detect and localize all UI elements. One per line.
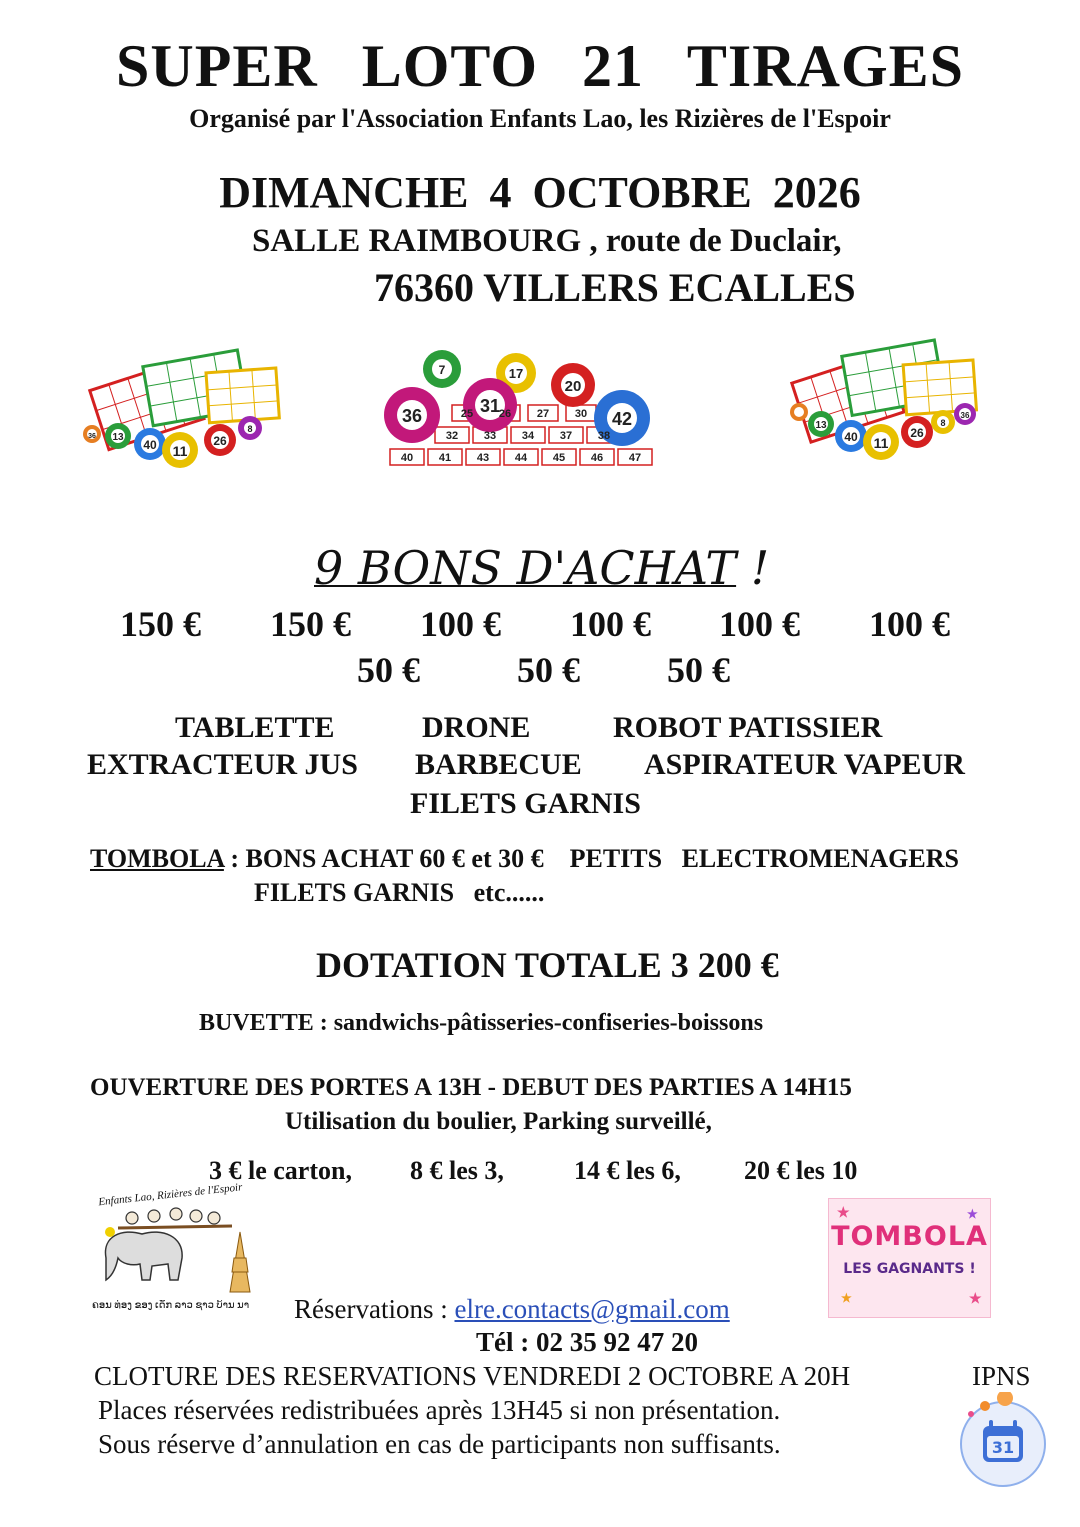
- venue-city: 76360 VILLERS ECALLES: [374, 265, 856, 310]
- tombola-prizes: : BONS ACHAT 60 € et 30 € PETITS ELECTROMENAGERS: [223, 844, 959, 873]
- prize-amount: 100 €: [719, 604, 800, 644]
- grid-number: 41: [438, 452, 452, 464]
- badge-subtitle: LES GAGNANTS !: [843, 1261, 976, 1277]
- ball-number: 13: [815, 420, 827, 431]
- bons-heading-text: 9 BONS D'ACHAT: [314, 541, 737, 595]
- ball-number: 20: [564, 378, 582, 395]
- ball-number: 7: [438, 363, 446, 377]
- prize-amount: 100 €: [570, 604, 651, 644]
- reservation-deadline: CLOTURE DES RESERVATIONS VENDREDI 2 OCTOBRE A 20H: [94, 1361, 851, 1391]
- gift-item: ROBOT PATISSIER: [613, 711, 883, 744]
- price-item: 20 € les 10: [744, 1156, 858, 1185]
- grid-number: 32: [445, 430, 459, 442]
- grid-number: 40: [400, 452, 414, 464]
- poster-title: SUPER LOTO 21 TIRAGES: [116, 33, 964, 99]
- ball-number: 36: [960, 411, 970, 420]
- star-icon: ★: [967, 1207, 978, 1221]
- price-item: 14 € les 6,: [574, 1156, 681, 1185]
- gift-item: TABLETTE: [175, 711, 335, 744]
- grid-number: 30: [574, 408, 588, 420]
- gift-item: ASPIRATEUR VAPEUR: [644, 748, 965, 781]
- grid-number: 47: [628, 452, 642, 464]
- ball-number: 11: [172, 443, 188, 459]
- badge-title: TOMBOLA: [831, 1221, 988, 1252]
- seat-release-note: Places réservées redistribuées après 13H45 si non présentation.: [98, 1395, 781, 1425]
- star-icon: ★: [841, 1291, 852, 1305]
- prize-amount: 50 €: [357, 650, 420, 690]
- buvette-info: BUVETTE : sandwichs-pâtisseries-confiseries-boissons: [199, 1010, 764, 1036]
- ball-number: 36: [401, 406, 423, 426]
- gift-item: EXTRACTEUR JUS: [87, 748, 358, 781]
- grid-number: 44: [514, 452, 528, 464]
- tombola-label: TOMBOLA: [90, 844, 224, 873]
- grid-number: 37: [559, 430, 573, 442]
- tombola-prizes-more: FILETS GARNIS etc......: [254, 878, 545, 907]
- reservations-line: [294, 1293, 730, 1325]
- gift-item: FILETS GARNIS: [410, 787, 641, 820]
- loto-balls-grid-image: [380, 345, 655, 470]
- reservations-label: Réservations :: [294, 1294, 455, 1324]
- ball-number: 42: [611, 409, 633, 429]
- loto-cards-left-image: [78, 340, 288, 475]
- calendar-app-icon[interactable]: [955, 1392, 1051, 1488]
- opening-hours: OUVERTURE DES PORTES A 13H - DEBUT DES PARTIES A 14H15: [90, 1074, 852, 1101]
- reservation-phone: Tél : 02 35 92 47 20: [476, 1327, 698, 1357]
- star-icon: ★: [969, 1292, 982, 1307]
- event-date: DIMANCHE 4 OCTOBRE 2026: [219, 168, 861, 217]
- gift-item: BARBECUE: [415, 748, 582, 781]
- logo-arc-text: Enfants Lao, Rizières de l'Espoir: [97, 1181, 243, 1209]
- cancellation-note: Sous réserve d’annulation en cas de participants non suffisants.: [98, 1429, 781, 1459]
- prize-amount: 150 €: [270, 604, 351, 644]
- total-prize-pool: DOTATION TOTALE 3 200 €: [316, 945, 779, 985]
- ball-number: 17: [508, 366, 524, 381]
- prize-amount: 50 €: [517, 650, 580, 690]
- ball-number: 13: [112, 432, 124, 443]
- tombola-line: [90, 843, 959, 875]
- price-item: 8 € les 3,: [410, 1156, 504, 1185]
- tombola-winners-badge: [828, 1198, 991, 1318]
- ball-number: 8: [247, 424, 253, 434]
- reservation-email-link[interactable]: elre.contacts@gmail.com: [454, 1294, 730, 1324]
- prize-amount: 50 €: [667, 650, 730, 690]
- association-logo: [92, 1181, 257, 1318]
- gift-item: DRONE: [422, 711, 531, 744]
- ball-number: 26: [213, 434, 227, 448]
- ball-number: 36: [88, 433, 96, 440]
- grid-number: 26: [498, 408, 512, 420]
- grid-number: 43: [476, 452, 490, 464]
- prize-amount: 100 €: [420, 604, 501, 644]
- grid-number: 46: [590, 452, 604, 464]
- prize-amount: 150 €: [120, 604, 201, 644]
- ipns-mention: IPNS: [972, 1361, 1031, 1391]
- organizer-line: Organisé par l'Association Enfants Lao, les Rizières de l'Espoir: [189, 104, 891, 133]
- ball-number: 26: [910, 426, 924, 440]
- price-item: 3 € le carton,: [209, 1156, 352, 1185]
- grid-number: 34: [521, 430, 535, 442]
- loto-cards-right-image: [785, 330, 985, 470]
- grid-number: 33: [483, 430, 497, 442]
- ball-number: 40: [143, 438, 157, 452]
- logo-lao-text: ຄອນ ທ່ອງ ຂອງ ເດັກ ລາວ ຊາວ ບ້ານ ນາ: [92, 1300, 250, 1311]
- bons-heading: [314, 540, 769, 596]
- grid-number: 27: [536, 408, 550, 420]
- prize-amount: 100 €: [869, 604, 950, 644]
- grid-number: 38: [597, 430, 611, 442]
- calendar-day: 31: [991, 1438, 1015, 1457]
- ball-number: 31: [479, 396, 501, 416]
- venue-address: SALLE RAIMBOURG , route de Duclair,: [252, 223, 842, 259]
- grid-number: 25: [460, 408, 474, 420]
- ball-number: 11: [873, 435, 889, 451]
- ball-number: 8: [940, 418, 946, 428]
- venue-facilities: Utilisation du boulier, Parking surveillé,: [285, 1108, 712, 1135]
- grid-number: 45: [552, 452, 566, 464]
- bons-exclaim: !: [750, 541, 770, 595]
- ball-number: 40: [844, 430, 858, 444]
- star-icon: ★: [837, 1206, 850, 1221]
